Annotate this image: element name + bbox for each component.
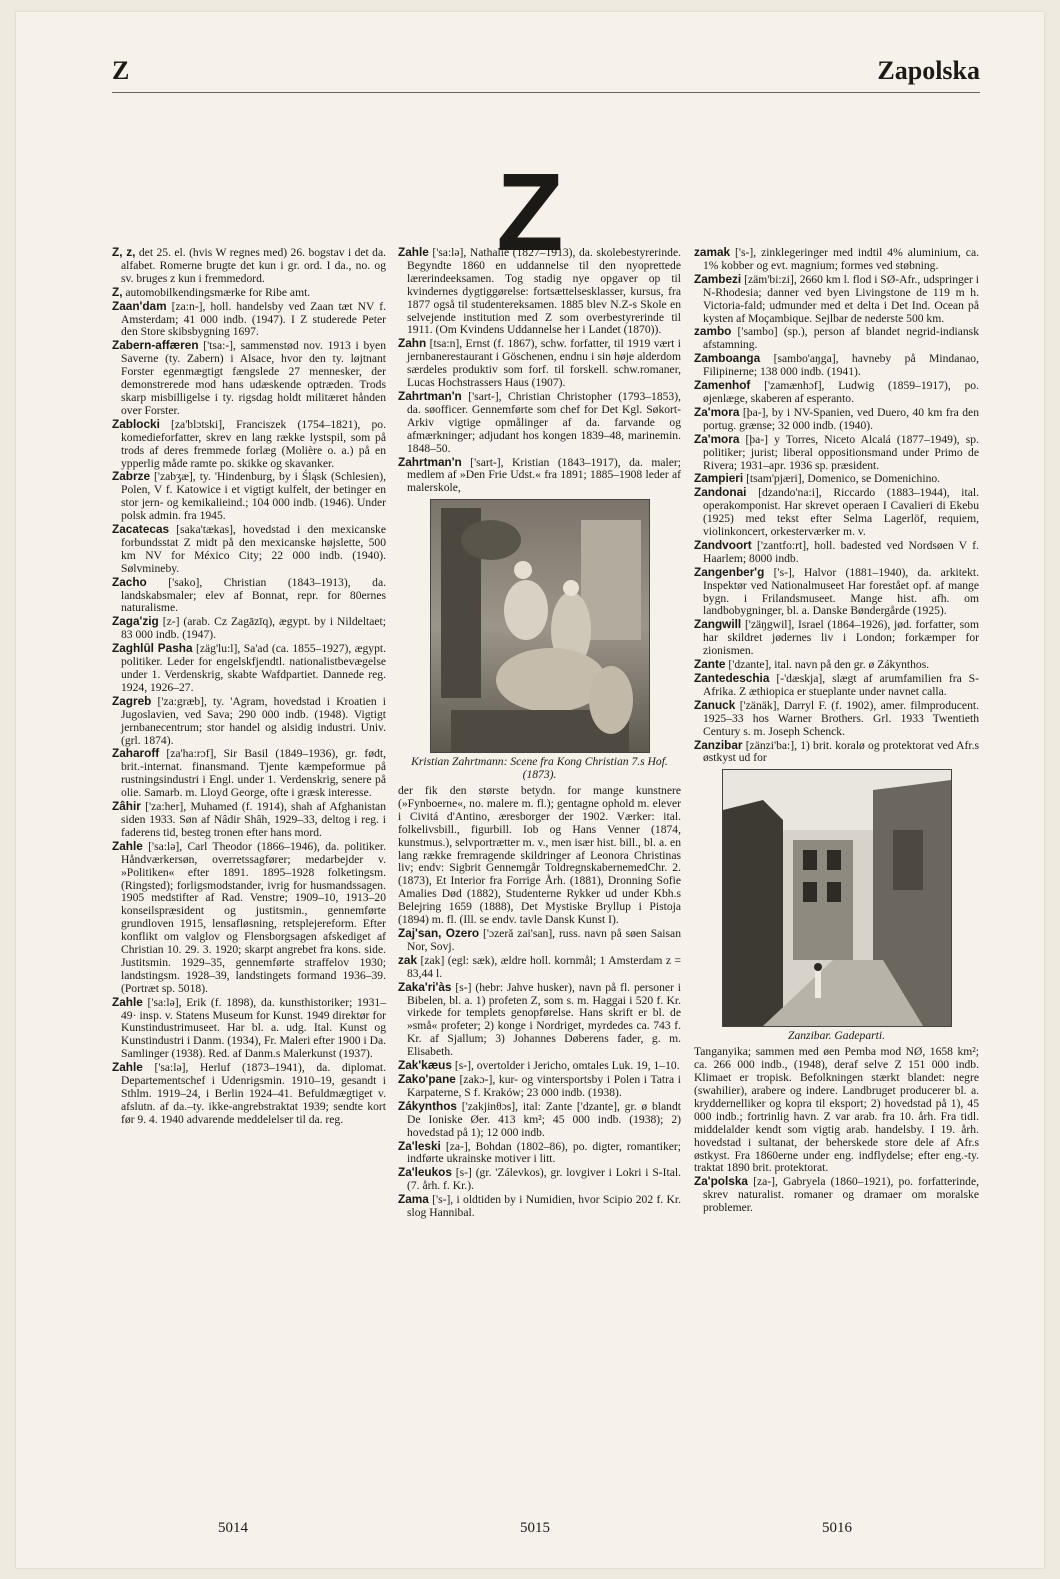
entry-headword: Zangenber'g [694, 564, 765, 579]
entry [694, 618, 979, 658]
header-rule [112, 92, 980, 93]
entry-text: [zäg'lu:l], Sa'ad (ca. 1855–1927), ægypt. politiker. Leder for engelskfjendtl. nationalistbevægelse under 1. Verdenskrig, skabte Wafdpartiet. Dannede reg. 1924, 1926–27. [121, 642, 386, 694]
entry [112, 840, 386, 996]
entry-headword: Za'leski [398, 1138, 441, 1153]
entry-headword: Zaghlūl Pasha [112, 641, 193, 656]
page-number-left: 5014 [218, 1520, 248, 1536]
entry-headword: zak [398, 952, 418, 967]
entry [398, 927, 681, 954]
entry-text: ['zantfo:rt], holl. badested ved Nordsøen V f. Haarlem; 8000 indb. [703, 538, 979, 565]
entry [694, 739, 979, 766]
entry-headword: Zahle [112, 1060, 143, 1075]
entry-headword: zambo [694, 324, 732, 339]
entry-text: [za'ha:rɔf], Sir Basil (1849–1936), gr. født, brit.-internat. finansmand. Tjente kæmpeformue på rustningsindustri i Engl. under 1. Verdenskrig, senere på olie. Samarb. m. Lloyd George, ofte i græsk interesse. [121, 747, 386, 800]
entry [398, 337, 681, 390]
entry-text: [tsa:n], Ernst (f. 1867), schw. forfatter, til 1919 vært i jernbanerestaurant i Göschenen, endnu i sin høje alderdom særdeles produktiv som forf. til forskell. schw.romaner, Lucas Hochstrassers Haus (1907). [407, 337, 681, 390]
entry-headword: Z, z, [112, 245, 136, 259]
entry [694, 472, 979, 486]
entry-headword: Zanzibar [694, 737, 743, 752]
entry-headword: Zaka'ri'às [398, 979, 452, 994]
entry-text: [tsam'pjæri], Domenico, se Domenichino. [743, 472, 941, 486]
entry [112, 1061, 386, 1127]
entry-headword: Zamboanga [694, 351, 761, 366]
entry-headword: Za'mora [694, 431, 740, 446]
column-1 [112, 246, 386, 1127]
entry-headword: Zante [694, 657, 726, 672]
entry [398, 1166, 681, 1193]
entry-text: [-'dæskja], slægt af arumfamilien fra S-Afrika. Z æthiopica er stueplante under navnet calla. [703, 672, 979, 698]
entry-text: [s-] (hebr: Jahve husker), navn på fl. personer i Bibelen, bl. a. 1) profeten Z, som s. m. Haggai i 520 f. Kr. virkede for templets genopførelse. Hans skrift er bl. de »små« profeter; 2) konge i Nordriget, myrdedes ca. 743 f. Kr. af Sjallum; 3) Johannes Døberens fader, g. m. Elisabeth. [407, 980, 681, 1059]
entry [112, 470, 386, 523]
entry-text: ['za:her], Muhamed (f. 1914), shah af Afghanistan siden 1933. Søn af Nâdir Shâh, 1929–33, deltog i reg. i faderens tid, besteg tronen efter hans mord. [121, 800, 386, 839]
entry-text: ['zamænhɔf], Ludwig (1859–1917), po. øjenlæge, skaberen af esperanto. [703, 379, 979, 405]
entry-headword: Zaharoff [112, 746, 160, 761]
entry [112, 286, 386, 300]
page-number-center: 5015 [520, 1520, 550, 1536]
entry [112, 576, 386, 616]
entry-headword: Zacatecas [112, 522, 170, 537]
entry-text: ['s-], Halvor (1881–1940), da. arkitekt. Inspektør ved Nationalmuseet Har forestået opf. af mange bygn. i Frilandsmuseet. Mange hist. afh. om landbobygninger, bl. a. Danske Bøndergårde (1925). [703, 565, 979, 618]
painting-caption: Kristian Zahrtmann: Scene fra Kong Christian 7.s Hof. (1873). [411, 755, 668, 782]
entry-text: ['sart-], Kristian (1843–1917), da. maler; medlem af »Den Frie Udst.« fra 1891; 1885–1908 leder af malerskole, [407, 455, 681, 495]
entry-headword: Zaan'dam [112, 298, 167, 313]
entry-text: [zäm'bi:zi], 2660 km l. flod i SØ-Afr., udspringer i N-Rhodesia; danner ved byen Livingstone de 119 m h. Victoria-fald; udmunder med et delta i Det Ind. Ocean på kysten af Moçambique. Sejlbar de nederste 500 km. [703, 272, 979, 325]
entry [694, 352, 979, 379]
entry-headword: Zandvoort [694, 537, 752, 552]
entry-text: ['zabʒæ], ty. 'Hindenburg, by i Śląsk (Schlesien), Polen, V f. Katowice i et vigtigt kulfelt, der betinger en stor jern- og kemikalieind.; 104 000 indb. (1946). Under polsk admin. fra 1945. [121, 470, 386, 523]
entry-text: ['sa:lə], Herluf (1873–1941), da. diplomat. Departementschef i Udenrigsmin. 1910–19, gesandt i Sthlm. 1919–24, i Berlin 1924–41. Befuldmægtiget v. afslutn. af da.–ty. ikke-angrebstraktat 1939; sendte kort før 9. 4. 1940 advarende meddelelser til da. reg. [121, 1061, 386, 1126]
entry [112, 339, 386, 417]
entry-headword: Zacho [112, 574, 147, 589]
entry-headword: Zanuck [694, 697, 736, 712]
entry-text: ['zänäk], Darryl F. (f. 1902), amer. filmproducent. 1925–33 hos Warner Brothers. Grl. 1933 Twentieth Century s. m. Joseph Schenck. [703, 698, 979, 738]
entry [694, 273, 979, 326]
entry-headword: Zagreb [112, 693, 152, 708]
entry-headword: Za'mora [694, 404, 740, 419]
entry-text: [dzando'na:i], Riccardo (1883–1944), ital. operakomponist. Har skrevet operaen I Cavalieri di Ekebu (1925) med tekst efter Selma Lagerlöf, requiem, violinkoncert, orkesterværker m. v. [703, 486, 979, 539]
header-left-guideword: Z [112, 56, 130, 85]
entry-text: [za'blɔtski], Franciszek (1754–1821), po. komedieforfatter, skrev en lang række lystspil, som på trods af deres fremmede forlæg (Molière o. a.) på en ypperlig måde ramte po. skikke og skavanker. [121, 417, 386, 470]
entry-text: [þa-] y Torres, Niceto Alcalá (1877–1949), sp. politiker; jurist; liberal oppositionsmand under Primo de Rivera; 1931–apr. 1936 sp. præsident. [703, 432, 979, 472]
entry-text: ['sa:lə], Carl Theodor (1866–1946), da. politiker. Håndværkersøn, overretssagfører; medarbejder v. »Politiken« efter 1891. 1895–1928 folketingsm. (Ringsted); forligsmodstander, ivrig for husmandssagen. 1905 medstifter af Rad. Venstre; 1909–10, 1913–20 konseilspræsident og justitsmin., gennemførte grundloven 1915, lensafløsning, retsplejereform. Efter konflikt om valglov og Flensborgsagen afskediget af Christian 10. 29. 3. 1920; skarpt angrebet fra kons. side. Justitsmin. 1929–35, gennemførte straffelov 1930; landstingsm. 1928–39, landstingets formand 1936–39. (Portræt sp. 5018). [121, 839, 386, 995]
entry-headword: Zamenhof [694, 378, 751, 393]
entry-text: [þa-], by i NV-Spanien, ved Duero, 40 km fra den portug. grænse; 32 000 indb. (1940). [703, 405, 979, 432]
entry [694, 699, 979, 739]
entry-headword: Zablocki [112, 416, 160, 431]
entry-headword: Z, [112, 284, 123, 299]
entry-headword: Zangwill [694, 617, 742, 632]
entry-text: [zänzi'ba:], 1) brit. koralø og protektorat ved Afr.s østkyst ud for [703, 738, 979, 765]
entry-headword: Zambezi [694, 271, 742, 286]
entry [398, 954, 681, 981]
column-2 [398, 246, 681, 1220]
entry-headword: Zampieri [694, 471, 744, 486]
entry-text: [saka'tækas], hovedstad i den mexicanske forbundsstat Z midt på den mexicanske højslette, 500 km NV for México City; 22 000 indb. (1940). Sølvmineby. [121, 523, 386, 575]
entry [112, 747, 386, 800]
entry-text: ['ɔzerǎ zai'san], russ. navn på søen Saisan Nor, Sovj. [407, 927, 681, 953]
entry-text: automobilkendingsmærke for Ribe amt. [122, 285, 311, 299]
entry [694, 246, 979, 273]
entry-text: [za-], Gabryela (1860–1921), po. forfatterinde, skrev naturalist. romaner og dramaer om moralske problemer. [703, 1175, 979, 1215]
entry [694, 566, 979, 619]
header-right-guideword: Zapolska [877, 56, 980, 85]
entry [398, 1100, 681, 1140]
entry-text: [sambo'aŋga], havneby på Mindanao, Filipinerne; 138 000 indb. (1941). [703, 352, 979, 379]
entry-text: ['sa:lə], Erik (f. 1898), da. kunsthistoriker; 1931–49· insp. v. Statens Museum for Kunst. 1949 direktør for Kunstindustrimuseet. Har bl. a. udg. Ital. Kunst og Kunstindustri i Danm. (1934), Fr. Maleri efter 1900 i Da. Samlinger (1938). Red. af Danm.s Malerkunst (1937). [121, 995, 387, 1061]
entry [112, 642, 386, 695]
entry-text: ['sa:lə], Nathalie (1827–1913), da. skolebestyrerinde. Begyndte 1860 en uddannelse til den nyoprettede lærerindeeksamen. Tog stadig nye opgaver op til kvindernes dygtiggørelse: fortsættelsesklasser, kursus, fra 1877 også til studentereksamen. 1885 blev N.Z-s Skole en selvejende institution med Z som overbestyrerinde til 1911. (Om Kvindens Uddannelse her i Landet (1870)). [407, 246, 681, 337]
entry-headword: Zákynthos [398, 1098, 457, 1113]
continuation-text: der fik den største betydn. for mange kunstnere (»Fynboerne«, no. malere m. fl.); gentagne ophold m. elever i Civitá d'Antino, æresborger der 1902. Værker: ital. folkelivsbill., figurbill. Iob og Hans Venner (1874, kunstmus.), selvportrætter m. v., men især hist. bill., bl. a. en lang række fremragende skildringer af Leonora Christinas liv; endv: Sigbrit Gennemgår ToldregnskabernemedChr. 2. (1873), Et Interior fra Forrige Årh. (1881), Dronning Sofie Amalies Død (1882), Studenterne Rykker ud under Kbh.s Belejring 1659 (1888), Det Mystiske Bryllup i Pistoja (1894) m. fl. (Ill. se endv. tavle Dansk Kunst I). [398, 784, 681, 927]
entry [398, 1073, 681, 1100]
section-letter: Z [496, 151, 564, 274]
entry [694, 486, 979, 539]
entry-text: [z-] (arab. Cz Zagāzīq), ægypt. by i Nildeltaet; 83 000 indb. (1947). [121, 615, 386, 642]
entry [398, 1193, 681, 1220]
entry-headword: Zako'pane [398, 1071, 456, 1086]
entry-headword: Zak'kæus [398, 1058, 452, 1073]
entry [694, 406, 979, 433]
street-photo-caption: Zanzibar. Gadeparti. [788, 1029, 885, 1043]
entry-headword: Zahle [112, 994, 143, 1009]
entry [112, 246, 386, 286]
entry [398, 246, 681, 337]
entry-text: ['sako], Christian (1843–1913), da. landskabsmaler; elev af Bonnat, repr. for 80ernes naturalisme. [121, 575, 386, 615]
entry-headword: Zama [398, 1192, 429, 1207]
entry [694, 379, 979, 406]
entry [112, 523, 386, 576]
entry-headword: Zabrze [112, 469, 151, 484]
entry-text: ['dzante], ital. navn på den gr. ø Zákynthos. [725, 658, 930, 672]
entry [694, 325, 979, 352]
painting-illustration [430, 499, 650, 753]
entry [112, 996, 386, 1062]
entry-headword: Zahle [398, 245, 429, 259]
entry-text: ['za:græb], ty. 'Agram, hovedstad i Kroatien i Jugoslavien, ved Sava; 290 000 indb. (1948). Vigtigt jernbanecentrum; stor handel og alsidig industri. Univ. (grl. 1874). [121, 694, 386, 747]
entry-headword: Zahrtman'n [398, 388, 462, 403]
zanzibar-street-photo [722, 769, 952, 1027]
entry [398, 456, 681, 496]
entry [112, 800, 386, 840]
page-number-right: 5016 [822, 1520, 852, 1536]
entry [398, 1059, 681, 1073]
entry-headword: Zabern-affæren [112, 338, 199, 353]
entry-headword: Zahrtman'n [398, 454, 462, 469]
entry-headword: Zandonai [694, 485, 747, 500]
entry-text: ['sambo] (sp.), person af blandet negrid-indiansk afstamning. [703, 325, 979, 352]
entry [112, 300, 386, 340]
entry-text: [za-], Bohdan (1802–86), po. digter, romantiker; indførte ukrainske motiver i litt. [407, 1139, 681, 1166]
entry-headword: Zahle [112, 838, 143, 853]
entry-headword: Za'leukos [398, 1165, 452, 1180]
entry-headword: Zaga'zig [112, 614, 159, 629]
entry-text: ['s-], zinklegeringer med indtil 4% aluminium, ca. 1% kobber og evt. magnium; formes ved støbning. [703, 246, 979, 272]
column-3 [694, 246, 979, 1215]
entry [694, 658, 979, 672]
entry-text: [zakɔ-], kur- og vintersportsby i Polen i Tatra i Karpaterne, S f. Kraków; 23 000 indb. (1938). [407, 1072, 681, 1099]
entry [694, 1175, 979, 1215]
entry [398, 1140, 681, 1167]
entry [112, 695, 386, 748]
entry-text: ['sart-], Christian Christopher (1793–1853), da. søofficer. Gennemførte som chef for Det Kgl. Søkort-Arkiv vigtige opmålinger af da. farvande og afmærkninger; adjudant hos kongen 1839–48, marinemin. 1848–50. [407, 389, 681, 455]
entry-headword: Zâhir [112, 799, 141, 814]
entry [398, 390, 681, 456]
entry [112, 418, 386, 471]
entry [694, 433, 979, 473]
entry-text: [za:n-], holl. handelsby ved Zaan tæt NV f. Amsterdam; 41 000 indb. (1947). I Z studerede Peter den Store skibsbygning 1697. [121, 299, 386, 339]
continuation-text: Tanganyika; sammen med øen Pemba mod NØ, 1658 km²; ca. 266 000 indb., (1948), deraf selve Z 151 000 indb. Klimaet er tropisk. Befolkningen stærkt blandet: negre (swahilier), arabere og indere. Landbruget producerer bl. a. kryddernelliker og kopra til eksport; 2) hovedstad på 1), 45 000 indb.; fortrinlig havn. Z var arab. fra 10. årh. Fra tidl. middelalder kendt som vigtig arab. handelsby. I 19. årh. hovedstad i sultanat, der beherskede store dele af Afr.s østkyst. Fra 1860erne under eng. indflydelse; efter eng.-ty. traktat 1890 brit. protektorat. [694, 1045, 979, 1175]
entry-text: [zak] (egl: sæk), ældre holl. kornmål; 1 Amsterdam z = 83,44 l. [407, 953, 681, 980]
entry-text: ['tsa:-], sammenstød nov. 1913 i byen Saverne (ty. Zabern) i Alsace, hvor den ty. løjtnant Forster egenmægtigt fængslede 27 mennesker, der demonstrerede mod hans udæskende optræden. Trods skarp misbilligelse i ty. rigsdag holdt militæret hånden over Forster. [121, 339, 386, 417]
entry-headword: zamak [694, 245, 731, 259]
entry [694, 672, 979, 699]
entry-text: [s-], overtolder i Jericho, omtales Luk. 19, 1–10. [451, 1059, 680, 1073]
entry [112, 615, 386, 642]
entry-headword: Zaj'san, Ozero [398, 926, 480, 940]
entry [398, 981, 681, 1059]
entry-headword: Zantedeschia [694, 671, 770, 685]
entry-text: ['zäŋgwil], Israel (1864–1926), jød. forfatter, som har skildret jødernes liv i London; forkæmper for zionismen. [703, 618, 979, 658]
entry-text: ['zakjinθɔs], ital: Zante ['dzante], gr. ø blandt De Ioniske Øer. 413 km²; 45 000 indb. (1938); 2) hovedstad på 1); 12 000 indb. [407, 1099, 681, 1139]
entry-headword: Zahn [398, 336, 427, 351]
entry [694, 539, 979, 566]
entry-text: det 25. el. (hvis W regnes med) 26. bogstav i det da. alfabet. Romerne brugte det kun i gr. ord. I da., no. og sv. bruges z kun i fremmedord. [121, 246, 387, 285]
entry-text: [s-] (gr. 'Zálevkos), gr. lovgiver i Lokri i S-Ital. (7. årh. f. Kr.). [407, 1166, 681, 1193]
entry-text: ['s-], i oldtiden by i Numidien, hvor Scipio 202 f. Kr. slog Hannibal. [407, 1193, 681, 1220]
entry-headword: Za'polska [694, 1174, 748, 1189]
